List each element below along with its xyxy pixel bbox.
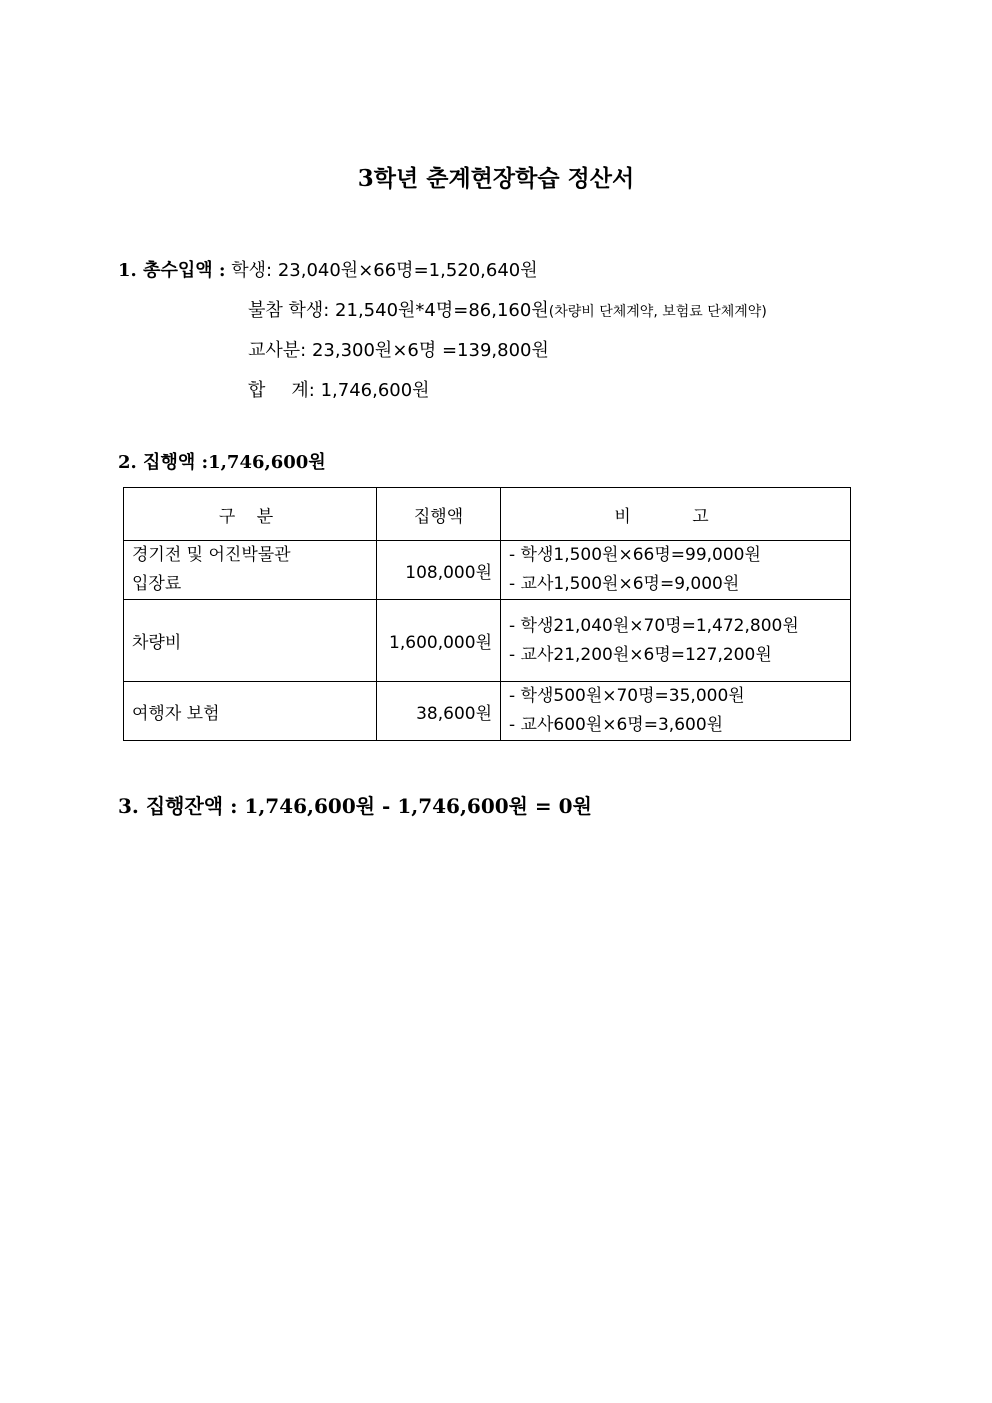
execution-table xyxy=(123,487,851,741)
note-line: - 학생500원×70명=35,000원 xyxy=(509,686,745,706)
table-row xyxy=(124,541,851,600)
note-line: - 교사600원×6명=3,600원 xyxy=(509,715,724,735)
section1-row-absent xyxy=(248,296,767,322)
table-cell-amount: 1,600,000원 xyxy=(377,600,501,682)
table-header-category: 구 분 xyxy=(124,488,377,541)
section2-label: 2. 집행액 :1,746,600원 xyxy=(118,452,326,473)
note-line: - 학생21,040원×70명=1,472,800원 xyxy=(509,615,799,636)
page-title: 3학년 춘계현장학습 정산서 xyxy=(357,165,635,192)
table-header-amount: 집행액 xyxy=(377,488,501,541)
item-line: 경기전 및 어진박물관 xyxy=(132,545,291,565)
item-line: 입장료 xyxy=(132,574,182,594)
note-line: - 학생1,500원×66명=99,000원 xyxy=(509,545,761,565)
section3-label: 3. 집행잔액 : 1,746,600원 - 1,746,600원 = 0원 xyxy=(118,794,592,818)
section1-row-total xyxy=(248,376,430,402)
section1-student: 학생: 23,040원×66명=1,520,640원 xyxy=(231,260,538,281)
table-row xyxy=(124,600,851,682)
table-cell-amount: 38,600원 xyxy=(377,682,501,741)
section1-label: 1. 총수입액 : xyxy=(118,260,226,281)
note-line: - 교사1,500원×6명=9,000원 xyxy=(509,574,740,594)
table-cell-amount: 108,000원 xyxy=(377,541,501,600)
section1-absent: 불참 학생: 21,540원*4명=86,160원 xyxy=(248,300,549,321)
note-line: - 교사21,200원×6명=127,200원 xyxy=(509,644,772,665)
table-cell-note xyxy=(501,541,851,600)
section1-total-label: 합 xyxy=(248,380,266,401)
table-header-row xyxy=(124,488,851,541)
section1-teacher: 교사분: 23,300원×6명 =139,800원 xyxy=(248,340,549,361)
table-cell-note xyxy=(501,682,851,741)
table-cell-note xyxy=(501,600,851,682)
table-cell-item: 차량비 xyxy=(124,600,377,682)
section1-row-student xyxy=(118,256,538,282)
section1-total: 계: 1,746,600원 xyxy=(291,380,430,401)
table-header-note: 비 고 xyxy=(501,488,851,541)
table-cell-item xyxy=(124,541,377,600)
section1-absent-note: (차량비 단체계약, 보험료 단체계약) xyxy=(548,304,767,320)
table-row xyxy=(124,682,851,741)
table-cell-item: 여행자 보험 xyxy=(124,682,377,741)
